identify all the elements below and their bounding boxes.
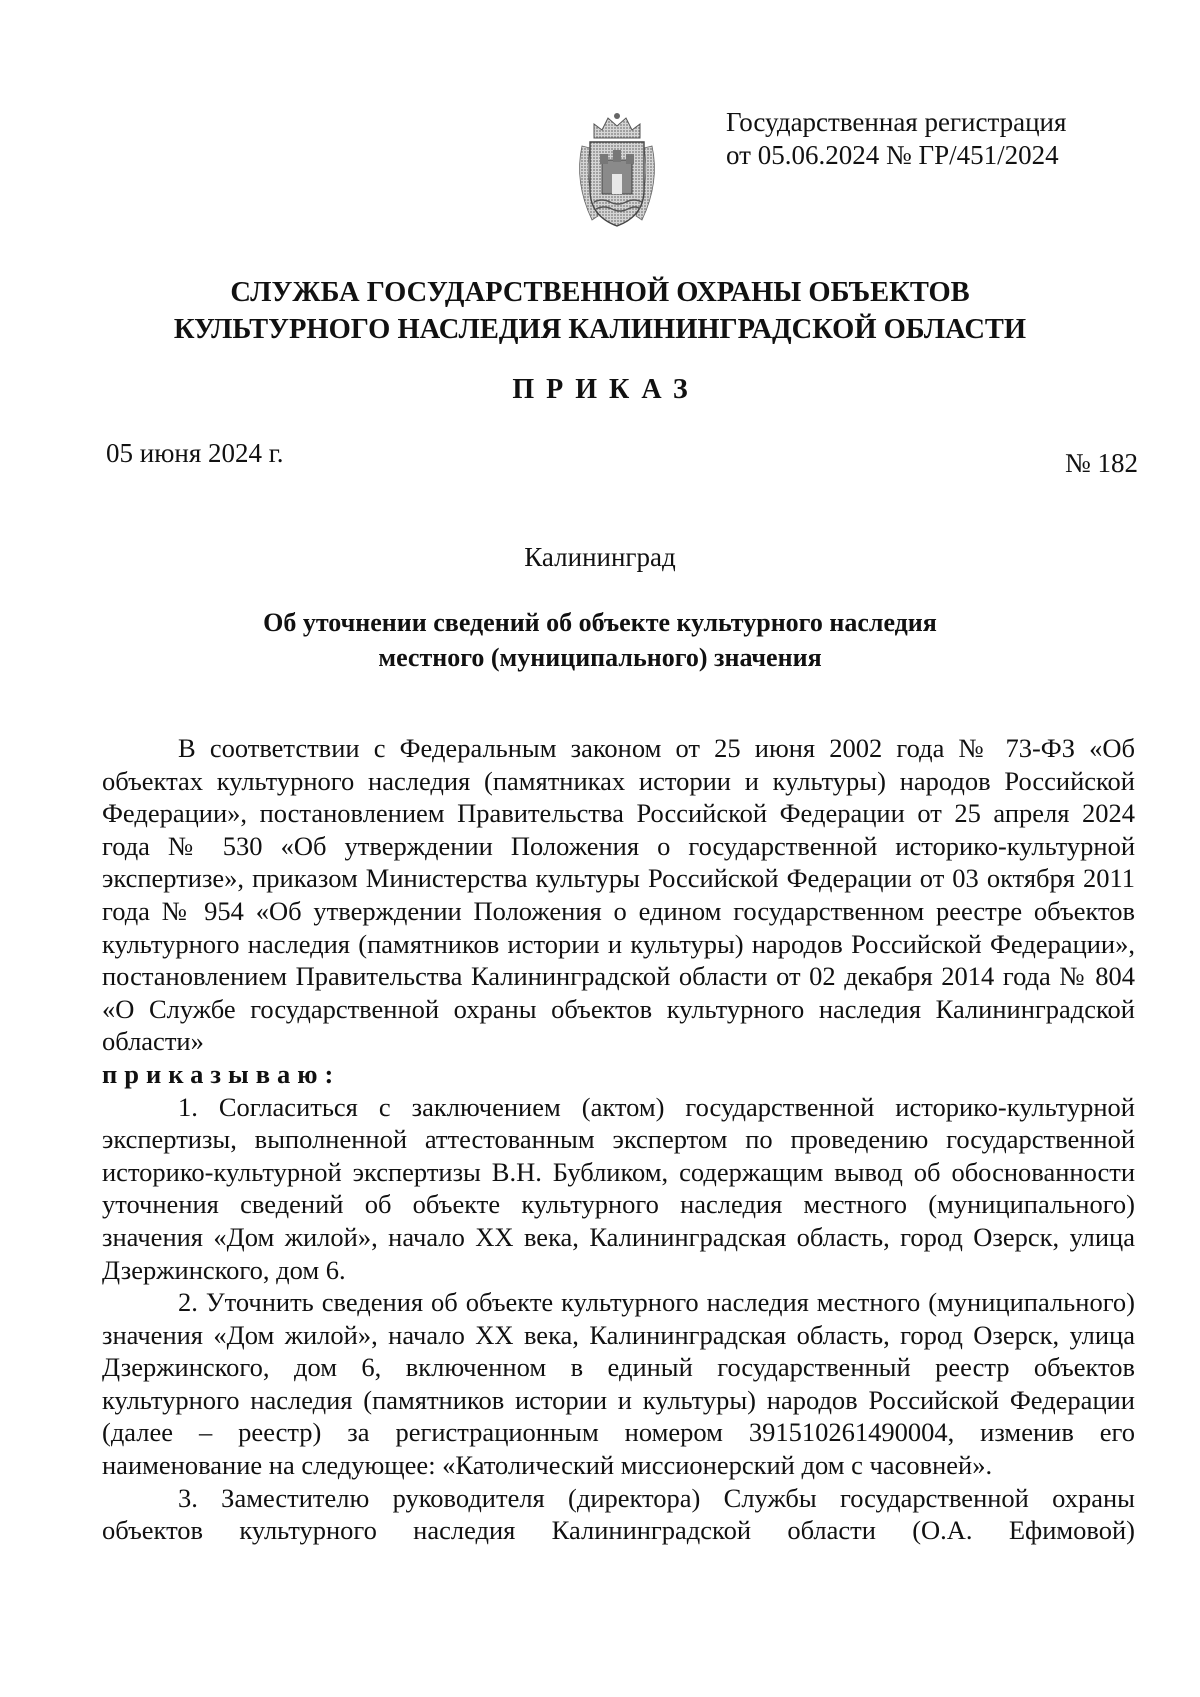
item-2-paragraph: 2. Уточнить сведения об объекте культурного наследия местного (муниципального) значения «Дом жилой», начало XX века, Калининградская область, город Озерск, улица Дзержинского, дом 6, включенном в единый государственный реестр объектов культурного наследия (памятников истории и культуры) народов Российской Федерации (далее – реестр) за регистрационным номером 391510261490004, изменив его наименование на следующее: «Католический миссионерский дом с часовней». <box>102 1287 1135 1481</box>
item-3-paragraph: 3. Заместителю руководителя (директора) Службы государственной охраны объектов культурного наследия Калининградской области (О.А. Ефимовой) <box>102 1482 1135 1546</box>
subject-line-2: местного (муниципального) значения <box>378 643 822 672</box>
registration-line-2: от 05.06.2024 № ГР/451/2024 <box>726 140 1059 170</box>
document-number: № 182 <box>1064 448 1138 478</box>
state-registration <box>726 106 1066 172</box>
order-word-text: приказываю: <box>102 1058 341 1089</box>
registration-line-1: Государственная регистрация <box>726 107 1067 137</box>
order-word <box>102 1058 1135 1091</box>
organization-name-line-2: КУЛЬТУРНОГО НАСЛЕДИЯ КАЛИНИНГРАДСКОЙ ОБЛАСТИ <box>173 314 1027 345</box>
item-1-paragraph: 1. Согласиться с заключением (актом) государственной историко-культурной экспертизы, выполненной аттестованным экспертом по проведению государственной историко-культурной экспертизы В.Н. Бубликом, содержащим вывод об обоснованности уточнения сведений об объекте культурного наследия местного (муниципального) значения «Дом жилой», начало XX века, Калининградская область, город Озерск, улица Дзержинского, дом 6. <box>102 1091 1135 1285</box>
document-city: Калининград <box>524 542 676 572</box>
document-date: 05 июня 2024 г. <box>106 438 284 468</box>
document-type: ПРИКАЗ <box>512 374 700 405</box>
preamble-paragraph: В соответствии с Федеральным законом от 25 июня 2002 года № 73-ФЗ «Об объектах культурного наследия (памятниках истории и культуры) народов Российской Федерации», постановлением Правительства Российской Федерации от 25 апреля 2024 года № 530 «Об утверждении Положения о государственной историко-культурной экспертизе», приказом Министерства культуры Российской Федерации от 03 октября 2011 года № 954 «Об утверждении Положения о едином государственном реестре объектов культурного наследия (памятников истории и культуры) народов Российской Федерации», постановлением Правительства Калининградской области от 02 декабря 2014 года № 804 «О Службе государственной охраны объектов культурного наследия Калининградской области» <box>102 733 1135 1057</box>
subject-line-1: Об уточнении сведений об объекте культурного наследия <box>263 608 937 637</box>
organization-name-line-1: СЛУЖБА ГОСУДАРСТВЕННОЙ ОХРАНЫ ОБЪЕКТОВ <box>230 277 970 308</box>
coat-of-arms-emblem <box>572 112 662 230</box>
document-body <box>102 732 1135 1547</box>
